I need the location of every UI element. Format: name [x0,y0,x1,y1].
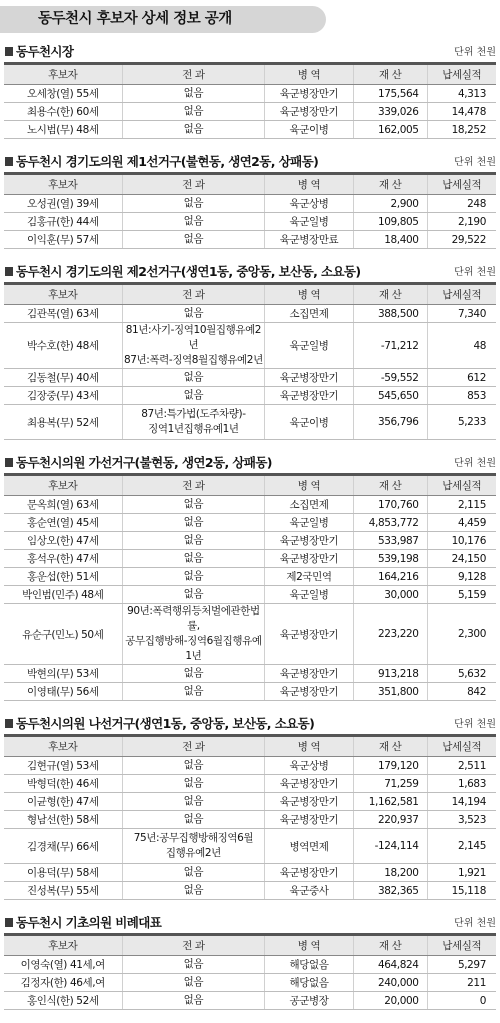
tax-payment-cell: 4,459 [427,514,496,532]
assets-cell: 223,220 [353,604,427,665]
assets-cell: 1,162,581 [353,793,427,811]
candidate-name-cell: 이영태(무) 56세 [4,683,122,701]
assets-cell: 170,760 [353,496,427,514]
military-service-cell: 해당없음 [265,956,354,974]
candidate-name-cell: 유순구(민노) 50세 [4,604,122,665]
page-title-bar [0,6,326,33]
candidate-name-cell: 오성권(열) 39세 [4,195,122,213]
header-military: 병 역 [265,476,354,496]
square-bullet-icon [5,918,13,927]
criminal-record-text: 없음 [183,588,204,600]
header-assets: 재 산 [353,65,427,85]
criminal-record-text: 없음 [183,759,204,771]
tax-payment-cell: 248 [427,195,496,213]
assets-cell: -59,552 [353,369,427,387]
section-title: 동두천시장 [16,44,74,59]
criminal-record-cell [122,665,265,683]
section-header [4,453,496,476]
military-service-cell: 육군병장만료 [265,231,354,249]
military-service-cell: 육군병장만기 [265,387,354,405]
criminal-record-cell [122,882,265,900]
header-candidate: 후보자 [4,285,122,305]
criminal-record-text: 없음 [183,105,204,117]
tax-payment-cell: 5,297 [427,956,496,974]
table-row [4,514,496,532]
tax-payment-cell: 29,522 [427,231,496,249]
candidate-name-cell: 홍석우(한) 47세 [4,550,122,568]
military-service-cell: 육군병장만기 [265,683,354,701]
table-header-row [4,175,496,195]
header-military: 병 역 [265,65,354,85]
header-record: 전 과 [122,285,265,305]
section-title: 동두천시 경기도의원 제2선거구(생연1동, 중앙동, 보산동, 소요동) [16,264,361,279]
tax-payment-cell: 842 [427,683,496,701]
military-service-cell: 육군상병 [265,757,354,775]
table-header-row [4,936,496,956]
criminal-record-text: 없음 [183,215,204,227]
unit-label: 단위 천원 [454,458,496,469]
candidate-table [4,737,496,900]
criminal-record-cell [122,532,265,550]
criminal-record-text: 87년:특가법(도주차량)- 징역1년집행유예1년 [141,408,246,435]
criminal-record-text: 75년:공무집행방해징역6월 집행유예2년 [133,832,254,859]
assets-cell: 382,365 [353,882,427,900]
section-title: 동두천시의원 가선거구(불현동, 생연2동, 상패동) [16,455,272,470]
military-service-cell: 육군일병 [265,514,354,532]
criminal-record-cell [122,683,265,701]
table-row [4,103,496,121]
criminal-record-text: 없음 [183,866,204,878]
candidate-name-cell: 문옥희(열) 63세 [4,496,122,514]
header-assets: 재 산 [353,175,427,195]
assets-cell: 4,853,772 [353,514,427,532]
criminal-record-cell [122,121,265,139]
candidate-name-cell: 임상오(한) 47세 [4,532,122,550]
table-row [4,231,496,249]
criminal-record-cell [122,305,265,323]
table-row [4,532,496,550]
tax-payment-cell: 2,511 [427,757,496,775]
header-tax: 납세실적 [427,476,496,496]
assets-cell: 162,005 [353,121,427,139]
table-row [4,829,496,864]
unit-label: 단위 천원 [454,918,496,929]
criminal-record-cell [122,195,265,213]
section-header [4,42,496,65]
military-service-cell: 육군병장만기 [265,532,354,550]
table-row [4,496,496,514]
section-header [4,913,496,936]
table-row [4,387,496,405]
unit-label: 단위 천원 [454,719,496,730]
candidate-name-cell: 홍운섭(한) 51세 [4,568,122,586]
criminal-record-cell [122,811,265,829]
header-candidate: 후보자 [4,737,122,757]
candidate-name-cell: 이용덕(무) 58세 [4,864,122,882]
table-row [4,882,496,900]
square-bullet-icon [5,47,13,56]
table-row [4,85,496,103]
square-bullet-icon [5,157,13,166]
tax-payment-cell: 14,194 [427,793,496,811]
candidate-table [4,175,496,249]
assets-cell: 339,026 [353,103,427,121]
military-service-cell: 육군병장만기 [265,775,354,793]
assets-cell: 71,259 [353,775,427,793]
candidate-table [4,65,496,139]
tax-payment-cell: 2,300 [427,604,496,665]
assets-cell: 539,198 [353,550,427,568]
header-record: 전 과 [122,65,265,85]
table-row [4,665,496,683]
criminal-record-cell [122,387,265,405]
criminal-record-cell [122,568,265,586]
table-row [4,604,496,665]
assets-cell: 533,987 [353,532,427,550]
candidate-name-cell: 박형덕(한) 46세 [4,775,122,793]
candidate-name-cell: 홍인식(한) 52세 [4,992,122,1010]
square-bullet-icon [5,267,13,276]
military-service-cell: 육군일병 [265,213,354,231]
table-row [4,811,496,829]
table-row [4,405,496,440]
tax-payment-cell: 48 [427,323,496,369]
candidate-section [4,152,496,249]
criminal-record-cell [122,604,265,665]
military-service-cell: 육군병장만기 [265,85,354,103]
criminal-record-text: 없음 [183,516,204,528]
military-service-cell: 육군병장만기 [265,604,354,665]
header-record: 전 과 [122,476,265,496]
criminal-record-text: 90년:폭력행위등처벌에관한법률, 공무집행방해-징역6월집행유예1년 [125,605,262,662]
table-row [4,793,496,811]
table-row [4,775,496,793]
table-row [4,992,496,1010]
criminal-record-text: 없음 [183,371,204,383]
table-row [4,121,496,139]
tax-payment-cell: 1,921 [427,864,496,882]
military-service-cell: 소집면제 [265,305,354,323]
table-row [4,213,496,231]
header-candidate: 후보자 [4,175,122,195]
candidate-section [4,453,496,701]
assets-cell: 175,564 [353,85,427,103]
assets-cell: -71,212 [353,323,427,369]
criminal-record-cell [122,992,265,1010]
criminal-record-text: 없음 [183,884,204,896]
tax-payment-cell: 24,150 [427,550,496,568]
candidate-name-cell: 최용수(한) 60세 [4,103,122,121]
assets-cell: 20,000 [353,992,427,1010]
unit-label: 단위 천원 [454,157,496,168]
assets-cell: 109,805 [353,213,427,231]
table-row [4,550,496,568]
assets-cell: 18,400 [353,231,427,249]
military-service-cell: 육군상병 [265,195,354,213]
unit-label: 단위 천원 [454,47,496,58]
military-service-cell: 육군일병 [265,586,354,604]
header-military: 병 역 [265,285,354,305]
assets-cell: 351,800 [353,683,427,701]
tax-payment-cell: 4,313 [427,85,496,103]
table-row [4,757,496,775]
square-bullet-icon [5,458,13,467]
criminal-record-text: 없음 [183,87,204,99]
header-record: 전 과 [122,936,265,956]
header-military: 병 역 [265,936,354,956]
criminal-record-cell [122,550,265,568]
criminal-record-text: 없음 [183,498,204,510]
criminal-record-cell [122,829,265,864]
tax-payment-cell: 18,252 [427,121,496,139]
criminal-record-text: 없음 [183,976,204,988]
criminal-record-text: 없음 [183,958,204,970]
military-service-cell: 육군병장만기 [265,811,354,829]
candidate-name-cell: 박현의(무) 53세 [4,665,122,683]
header-assets: 재 산 [353,936,427,956]
section-title: 동두천시의원 나선거구(생연1동, 중앙동, 보산동, 소요동) [16,716,315,731]
candidate-section [4,913,496,1010]
assets-cell: 545,650 [353,387,427,405]
assets-cell: 464,824 [353,956,427,974]
assets-cell: 18,200 [353,864,427,882]
criminal-record-text: 없음 [183,307,204,319]
table-row [4,956,496,974]
table-row [4,586,496,604]
assets-cell: 220,937 [353,811,427,829]
table-row [4,568,496,586]
military-service-cell: 육군일병 [265,323,354,369]
criminal-record-cell [122,775,265,793]
military-service-cell: 해당없음 [265,974,354,992]
criminal-record-cell [122,586,265,604]
table-header-row [4,65,496,85]
criminal-record-text: 없음 [183,813,204,825]
tax-payment-cell: 853 [427,387,496,405]
section-header [4,714,496,737]
criminal-record-cell [122,103,265,121]
table-header-row [4,476,496,496]
criminal-record-text: 없음 [183,534,204,546]
criminal-record-text: 없음 [183,552,204,564]
military-service-cell: 육군중사 [265,882,354,900]
tax-payment-cell: 2,145 [427,829,496,864]
table-row [4,864,496,882]
military-service-cell: 육군이병 [265,405,354,440]
candidate-name-cell: 김관목(열) 63세 [4,305,122,323]
candidate-name-cell: 김홍규(한) 44세 [4,213,122,231]
header-tax: 납세실적 [427,285,496,305]
candidate-name-cell: 홍순연(열) 45세 [4,514,122,532]
military-service-cell: 육군병장만기 [265,550,354,568]
criminal-record-text: 없음 [183,777,204,789]
candidate-name-cell: 오세창(열) 55세 [4,85,122,103]
criminal-record-text: 없음 [183,389,204,401]
candidate-name-cell: 이균형(한) 47세 [4,793,122,811]
criminal-record-cell [122,974,265,992]
tax-payment-cell: 2,190 [427,213,496,231]
candidate-name-cell: 진성복(무) 55세 [4,882,122,900]
criminal-record-text: 없음 [183,795,204,807]
criminal-record-text: 없음 [183,123,204,135]
criminal-record-cell [122,85,265,103]
section-header [4,262,496,285]
military-service-cell: 육군병장만기 [265,665,354,683]
criminal-record-text: 없음 [183,197,204,209]
tax-payment-cell: 1,683 [427,775,496,793]
candidate-name-cell: 김현규(열) 53세 [4,757,122,775]
header-candidate: 후보자 [4,65,122,85]
military-service-cell: 육군병장만기 [265,864,354,882]
table-row [4,974,496,992]
candidate-section [4,42,496,139]
header-assets: 재 산 [353,476,427,496]
criminal-record-cell [122,514,265,532]
criminal-record-cell [122,369,265,387]
assets-cell: 2,900 [353,195,427,213]
assets-cell: 179,120 [353,757,427,775]
criminal-record-text: 없음 [183,570,204,582]
candidate-name-cell: 이영숙(열) 41세,여 [4,956,122,974]
table-row [4,305,496,323]
assets-cell: -124,114 [353,829,427,864]
assets-cell: 356,796 [353,405,427,440]
candidate-name-cell: 박인범(민주) 48세 [4,586,122,604]
tax-payment-cell: 3,523 [427,811,496,829]
assets-cell: 164,216 [353,568,427,586]
header-military: 병 역 [265,175,354,195]
header-record: 전 과 [122,737,265,757]
header-tax: 납세실적 [427,936,496,956]
criminal-record-text: 없음 [183,233,204,245]
military-service-cell: 제2국민역 [265,568,354,586]
candidate-table [4,285,496,440]
criminal-record-cell [122,757,265,775]
unit-label: 단위 천원 [454,267,496,278]
candidate-name-cell: 김정자(한) 46세,여 [4,974,122,992]
table-header-row [4,737,496,757]
square-bullet-icon [5,719,13,728]
tax-payment-cell: 5,632 [427,665,496,683]
candidate-name-cell: 노시범(무) 48세 [4,121,122,139]
section-title: 동두천시 기초의원 비례대표 [16,915,162,930]
military-service-cell: 병역면제 [265,829,354,864]
tax-payment-cell: 10,176 [427,532,496,550]
tax-payment-cell: 5,159 [427,586,496,604]
tax-payment-cell: 15,118 [427,882,496,900]
assets-cell: 388,500 [353,305,427,323]
criminal-record-cell [122,956,265,974]
header-tax: 납세실적 [427,175,496,195]
candidate-name-cell: 이익훈(무) 57세 [4,231,122,249]
header-assets: 재 산 [353,285,427,305]
military-service-cell: 소집면제 [265,496,354,514]
header-tax: 납세실적 [427,737,496,757]
sections-container [0,42,500,1023]
criminal-record-cell [122,793,265,811]
header-candidate: 후보자 [4,476,122,496]
criminal-record-cell [122,864,265,882]
header-record: 전 과 [122,175,265,195]
tax-payment-cell: 2,115 [427,496,496,514]
criminal-record-text: 없음 [183,685,204,697]
criminal-record-cell [122,213,265,231]
tax-payment-cell: 7,340 [427,305,496,323]
assets-cell: 30,000 [353,586,427,604]
military-service-cell: 육군이병 [265,121,354,139]
tax-payment-cell: 14,478 [427,103,496,121]
table-row [4,683,496,701]
candidate-section [4,714,496,900]
candidate-name-cell: 김동철(무) 40세 [4,369,122,387]
military-service-cell: 육군병장만기 [265,369,354,387]
tax-payment-cell: 0 [427,992,496,1010]
section-header [4,152,496,175]
tax-payment-cell: 612 [427,369,496,387]
military-service-cell: 육군병장만기 [265,793,354,811]
military-service-cell: 육군병장만기 [265,103,354,121]
criminal-record-text: 없음 [183,667,204,679]
tax-payment-cell: 5,233 [427,405,496,440]
criminal-record-cell [122,323,265,369]
criminal-record-cell [122,231,265,249]
table-row [4,195,496,213]
criminal-record-text: 81년:사기-징역10월집행유예2년 87년:폭력-징역8월집행유예2년 [124,324,263,366]
candidate-name-cell: 김경채(무) 66세 [4,829,122,864]
candidate-name-cell: 최용복(무) 52세 [4,405,122,440]
page-title: 동두천시 후보자 상세 정보 공개 [38,11,232,27]
table-row [4,323,496,369]
candidate-table [4,936,496,1010]
criminal-record-cell [122,496,265,514]
table-row [4,369,496,387]
header-military: 병 역 [265,737,354,757]
candidate-section [4,262,496,440]
military-service-cell: 공군병장 [265,992,354,1010]
section-title: 동두천시 경기도의원 제1선거구(불현동, 생연2동, 상패동) [16,154,319,169]
candidate-name-cell: 김장중(무) 43세 [4,387,122,405]
criminal-record-text: 없음 [183,994,204,1006]
candidate-name-cell: 형남선(한) 58세 [4,811,122,829]
criminal-record-cell [122,405,265,440]
tax-payment-cell: 211 [427,974,496,992]
assets-cell: 913,218 [353,665,427,683]
tax-payment-cell: 9,128 [427,568,496,586]
header-tax: 납세실적 [427,65,496,85]
table-header-row [4,285,496,305]
header-assets: 재 산 [353,737,427,757]
header-candidate: 후보자 [4,936,122,956]
assets-cell: 240,000 [353,974,427,992]
candidate-name-cell: 박수호(한) 48세 [4,323,122,369]
candidate-table [4,476,496,701]
